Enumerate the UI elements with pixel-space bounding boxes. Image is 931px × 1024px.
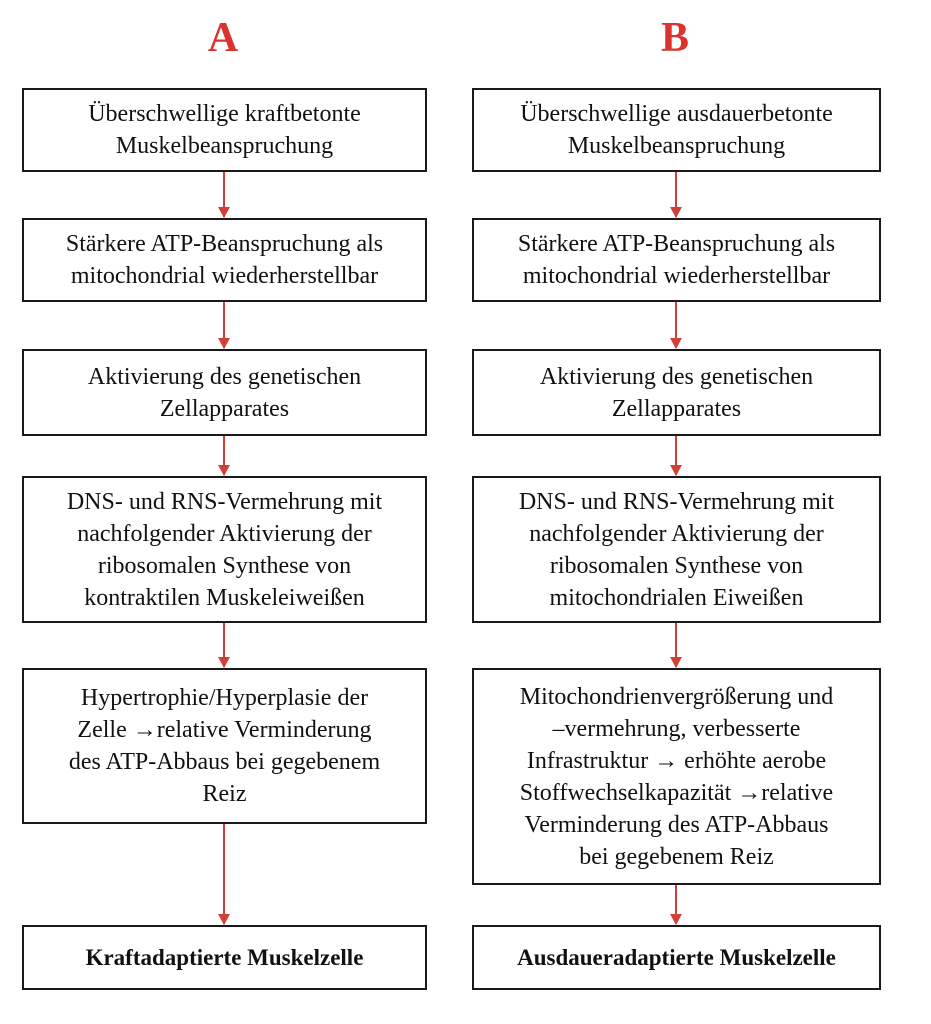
column-a-step-5: Hypertrophie/Hyperplasie der Zelle →relative Verminderung des ATP-Abbaus bei gegebenem Reiz (22, 668, 427, 824)
column-a-arrow-3 (223, 436, 225, 475)
column-b-arrow-3 (675, 436, 677, 475)
column-a-arrow-2 (223, 302, 225, 348)
column-a-step-2: Stärkere ATP-Beanspruchung als mitochondrial wiederherstellbar (22, 218, 427, 302)
column-b-arrow-4 (675, 623, 677, 667)
column-a-arrow-5 (223, 824, 225, 924)
column-b-step-1: Überschwellige ausdauerbetonte Muskelbeanspruchung (472, 88, 881, 172)
column-a-step-4: DNS- und RNS-Vermehrung mit nachfolgender Aktivierung der ribosomalen Synthese von kontraktilen Muskeleiweißen (22, 476, 427, 623)
column-b-heading: B (660, 15, 689, 61)
column-b-arrow-2 (675, 302, 677, 348)
column-b-arrow-1 (675, 172, 677, 217)
column-a-arrow-1 (223, 172, 225, 217)
column-b-step-2: Stärkere ATP-Beanspruchung als mitochondrial wiederherstellbar (472, 218, 881, 302)
column-b-step-5: Mitochondrienvergrößerung und –vermehrung, verbesserte Infrastruktur → erhöhte aerobe Stoffwechselkapazität →relative Verminderung des ATP-Abbaus bei gegebenem Reiz (472, 668, 881, 885)
column-b-arrow-5 (675, 885, 677, 924)
column-a-heading: A (207, 15, 239, 61)
column-a-step-1: Überschwellige kraftbetonte Muskelbeanspruchung (22, 88, 427, 172)
column-a-result: Kraftadaptierte Muskelzelle (22, 925, 427, 990)
column-a-arrow-4 (223, 623, 225, 667)
column-b-step-3: Aktivierung des genetischen Zellapparates (472, 349, 881, 436)
column-b-result: Ausdaueradaptierte Muskelzelle (472, 925, 881, 990)
column-a-step-3: Aktivierung des genetischen Zellapparates (22, 349, 427, 436)
column-b-step-4: DNS- und RNS-Vermehrung mit nachfolgender Aktivierung der ribosomalen Synthese von mitochondrialen Eiweißen (472, 476, 881, 623)
